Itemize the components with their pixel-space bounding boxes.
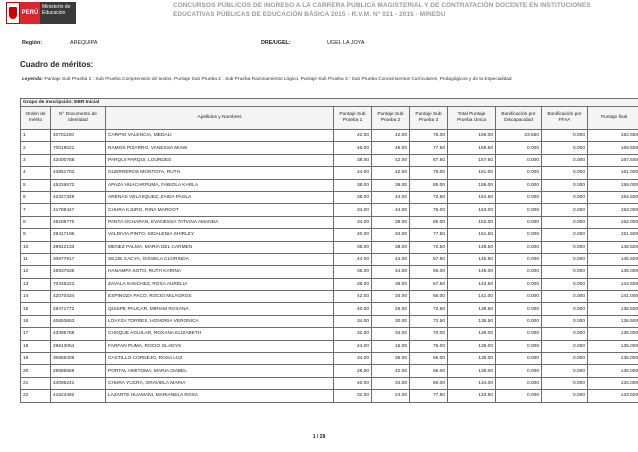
cell-puntaje-final: 138.500 [588,303,638,315]
cell-total: 133.50 [448,390,496,402]
group-label: Grupo de inscripción: EBR Inicial [21,99,638,107]
cell-bonif-ffaa: 0.000 [542,179,588,191]
legend-label: Leyenda: [22,77,44,82]
cell-total: 134.00 [448,377,496,389]
cell-bonif-discapacidad: 0.000 [496,390,542,402]
cell-orden: 15 [21,303,51,315]
cell-total: 138.50 [448,303,496,315]
table-row [21,229,638,241]
minedu-logo [6,2,76,24]
cell-documento: 29613054 [51,340,106,352]
cell-orden: 19 [21,353,51,365]
cell-bonif-discapacidad: 0.000 [496,353,542,365]
cell-documento: 42327349 [51,191,106,203]
cell-total: 159.00 [448,179,496,191]
cell-sub-prueba-3: 77.50 [410,142,448,154]
peru-shield-icon [6,2,20,24]
cell-orden: 14 [21,291,51,303]
cell-sub-prueba-1: 36.00 [334,266,372,278]
cell-total: 152.00 [448,216,496,228]
header-sub-prueba-3: Puntaje Sub Prueba 3 [410,107,448,130]
header-row [21,107,638,130]
cell-bonif-ffaa: 0.000 [542,353,588,365]
cell-bonif-discapacidad: 0.000 [496,229,542,241]
document-title: CONCURSOS PÚBLICOS DE INGRESO A LA CARRERA PÚBLICA MAGISTERIAL Y DE CONTRATACIÓN DOCENTE EN INSTITUCIONES EDUCATIVAS PÚBLICAS DE EDUCACIÓN BÁSICA 2015 - R.V.M. N° 021 - 2015 - MINEDU [173,2,591,18]
cell-bonif-discapacidad: 0.000 [496,241,542,253]
header-bonif-ffaa: Bonificación por FFAA [542,107,588,130]
cell-puntaje-final: 135.000 [588,340,638,352]
cell-documento: 40701100 [51,130,106,142]
header-documento: N° Documento de identidad [51,107,106,130]
cell-total: 135.00 [448,353,496,365]
cell-total: 141.00 [448,291,496,303]
header-puntaje-final: Puntaje final [588,107,638,130]
cell-sub-prueba-1: 38.00 [334,278,372,290]
cell-puntaje-final: 136.000 [588,328,638,340]
cell-bonif-discapacidad: 0.000 [496,303,542,315]
cell-documento: 43395758 [51,328,106,340]
cell-orden: 2 [21,142,51,154]
cell-documento: 42000758 [51,154,106,166]
cell-sub-prueba-3: 80.00 [410,216,448,228]
cell-sub-prueba-3: 70.00 [410,328,448,340]
cell-orden: 16 [21,315,51,327]
cell-puntaje-final: 145.000 [588,266,638,278]
header-orden: Orden de mérito [21,107,51,130]
cell-bonif-ffaa: 0.000 [542,216,588,228]
cell-nombres: CHOQUE AGUILAR, ROXANA ELIZABETH [106,328,334,340]
cell-orden: 10 [21,241,51,253]
cell-puntaje-final: 143.500 [588,278,638,290]
table-row [21,179,638,191]
cell-sub-prueba-2: 16.00 [372,340,410,352]
cell-total: 153.00 [448,204,496,216]
cell-documento: 46937636 [51,266,106,278]
cell-sub-prueba-2: 46.00 [372,142,410,154]
cell-total: 167.50 [448,154,496,166]
cell-sub-prueba-3: 87.50 [410,154,448,166]
table-row [21,377,638,389]
cell-bonif-discapacidad: 0.000 [496,266,542,278]
cell-sub-prueba-1: 34.00 [334,204,372,216]
cell-bonif-discapacidad: 0.000 [496,377,542,389]
cell-documento: 70346222 [51,278,106,290]
cell-sub-prueba-1: 38.00 [334,154,372,166]
cell-orden: 7 [21,204,51,216]
cell-sub-prueba-2: 34.00 [372,229,410,241]
cell-total: 161.00 [448,167,496,179]
table-row [21,303,638,315]
cell-nombres: RAMOS PIZARRO, VANESSA MIAW [106,142,334,154]
cell-bonif-discapacidad: 0.000 [496,204,542,216]
cell-nombres: MENEZ PALMA, MARIA DEL CARMEN [106,241,334,253]
cell-sub-prueba-2: 34.00 [372,328,410,340]
cell-nombres: FARFAN PUMA, ROCIO GLADYS [106,340,334,352]
merit-table [20,98,638,403]
cell-total: 159.00 [448,130,496,142]
cell-sub-prueba-1: 38.00 [334,179,372,191]
cell-puntaje-final: 145.500 [588,253,638,265]
cell-orden: 1 [21,130,51,142]
cell-puntaje-final: 152.000 [588,216,638,228]
cell-bonif-discapacidad: 0.000 [496,142,542,154]
cell-nombres: GUERREROS MONTOYA, RUTH [106,167,334,179]
cell-sub-prueba-1: 28.00 [334,365,372,377]
cell-bonif-ffaa: 0.000 [542,154,588,166]
page-number: 1 / 28 [312,434,326,440]
header-sub-prueba-2: Puntaje Sub Prueba 2 [372,107,410,130]
cell-documento: 41623492 [51,390,106,402]
cell-documento: 43851702 [51,167,106,179]
cell-bonif-discapacidad: 0.000 [496,179,542,191]
cell-documento: 30856409 [51,353,106,365]
cell-puntaje-final: 151.500 [588,229,638,241]
cell-orden: 9 [21,229,51,241]
cell-puntaje-final: 133.500 [588,390,638,402]
cell-total: 135.00 [448,365,496,377]
cell-sub-prueba-2: 42.00 [372,130,410,142]
cell-sub-prueba-3: 77.50 [410,229,448,241]
table-row [21,191,638,203]
cell-nombres: SEJJE CACYA, GISSELA CLORINDA [106,253,334,265]
cell-documento: 70019021 [51,142,106,154]
cell-nombres: CHURA KJURO, RINA MARGOT [106,204,334,216]
logo-ministry-label: Ministerio de Educación [40,2,76,24]
cell-nombres: PANTA OCHARAN, EVANESSA TATIANA AMANDA [106,216,334,228]
table-row [21,241,638,253]
cell-sub-prueba-2: 30.00 [372,315,410,327]
cell-sub-prueba-1: 40.00 [334,377,372,389]
cell-sub-prueba-2: 34.00 [372,377,410,389]
cell-orden: 12 [21,266,51,278]
cell-sub-prueba-2: 44.00 [372,266,410,278]
cell-bonif-ffaa: 0.000 [542,340,588,352]
cell-bonif-ffaa: 0.000 [542,266,588,278]
cell-sub-prueba-3: 57.50 [410,253,448,265]
cell-puntaje-final: 169.500 [588,142,638,154]
cell-documento: 30677817 [51,253,106,265]
cell-sub-prueba-1: 44.00 [334,253,372,265]
cell-total: 145.50 [448,253,496,265]
group-row [21,99,638,107]
table-row [21,365,638,377]
cell-orden: 5 [21,179,51,191]
cell-sub-prueba-2: 34.00 [372,291,410,303]
cell-nombres: CASTILLO CORNEJO, ROSA LUZ [106,353,334,365]
cell-total: 151.50 [448,229,496,241]
cell-sub-prueba-3: 67.50 [410,278,448,290]
table-row [21,142,638,154]
cell-sub-prueba-1: 46.00 [334,142,372,154]
cell-total: 136.50 [448,315,496,327]
cell-sub-prueba-1: 32.00 [334,328,372,340]
cell-bonif-ffaa: 0.000 [542,291,588,303]
cell-total: 136.00 [448,328,496,340]
cell-sub-prueba-2: 44.00 [372,253,410,265]
cell-bonif-discapacidad: 0.000 [496,328,542,340]
cell-bonif-ffaa: 0.000 [542,365,588,377]
cell-sub-prueba-1: 32.00 [334,390,372,402]
cell-documento: 44095241 [51,377,106,389]
cell-puntaje-final: 167.500 [588,154,638,166]
cell-bonif-discapacidad: 0.000 [496,216,542,228]
cell-orden: 4 [21,167,51,179]
cell-documento: 29471772 [51,303,106,315]
table-row [21,216,638,228]
cell-sub-prueba-1: 34.00 [334,315,372,327]
cell-documento: 41785447 [51,204,106,216]
cell-puntaje-final: 148.500 [588,241,638,253]
cell-nombres: LAZARTE HUAMANI, MARIANELA ROSA [106,390,334,402]
cell-sub-prueba-3: 60.00 [410,377,448,389]
cell-documento: 46206770 [51,216,106,228]
cell-sub-prueba-2: 42.00 [372,365,410,377]
section-title: Cuadro de méritos: [20,60,94,69]
header-total: Total Puntaje Prueba Única [448,107,496,130]
dre-value: UGEL LA JOYA [327,40,365,46]
cell-sub-prueba-1: 42.00 [334,130,372,142]
cell-total: 135.00 [448,340,496,352]
table-row [21,315,638,327]
cell-documento: 42070434 [51,291,106,303]
cell-sub-prueba-2: 44.00 [372,204,410,216]
cell-nombres: PORTAL AIMITOMA, MARIA ISABEL [106,365,334,377]
cell-bonif-discapacidad: 0.000 [496,167,542,179]
cell-bonif-discapacidad: 0.000 [496,365,542,377]
cell-documento: 45226572 [51,179,106,191]
cell-nombres: QUISPE PAUCAR, MIRIAM ROXANA [106,303,334,315]
cell-total: 148.50 [448,241,496,253]
cell-orden: 3 [21,154,51,166]
cell-sub-prueba-1: 38.00 [334,241,372,253]
cell-total: 145.00 [448,266,496,278]
table-row [21,353,638,365]
cell-sub-prueba-3: 65.00 [410,353,448,365]
table-row [21,390,638,402]
cell-bonif-discapacidad: 0.000 [496,315,542,327]
cell-sub-prueba-3: 72.50 [410,315,448,327]
cell-orden: 13 [21,278,51,290]
dre-label: DRE/UGEL: [261,40,291,46]
region-value: AREQUIPA [70,40,98,46]
cell-sub-prueba-2: 26.00 [372,303,410,315]
cell-puntaje-final: 182.650 [588,130,638,142]
cell-sub-prueba-3: 85.00 [410,179,448,191]
cell-nombres: LOAYZA TORRES, HONORIA VERONICA [106,315,334,327]
cell-bonif-ffaa: 0.000 [542,377,588,389]
cell-sub-prueba-3: 72.50 [410,303,448,315]
cell-sub-prueba-1: 44.00 [334,340,372,352]
cell-bonif-ffaa: 0.000 [542,130,588,142]
cell-total: 143.50 [448,278,496,290]
cell-sub-prueba-1: 34.00 [334,216,372,228]
cell-sub-prueba-1: 38.00 [334,191,372,203]
header-sub-prueba-1: Puntaje Sub Prueba 1 [334,107,372,130]
cell-documento: 29417196 [51,229,106,241]
table-row [21,130,638,142]
cell-bonif-ffaa: 0.000 [542,167,588,179]
cell-puntaje-final: 135.000 [588,353,638,365]
cell-bonif-discapacidad: 0.000 [496,278,542,290]
cell-sub-prueba-3: 75.00 [410,340,448,352]
cell-sub-prueba-2: 44.00 [372,191,410,203]
info-row [0,40,638,50]
cell-sub-prueba-3: 65.00 [410,365,448,377]
table-row [21,204,638,216]
cell-nombres: ARENAS VELASQUEZ, ZAIDA PAOLA [106,191,334,203]
header-nombres: Apellidos y Nombres [106,107,334,130]
cell-sub-prueba-3: 72.50 [410,241,448,253]
cell-puntaje-final: 141.000 [588,291,638,303]
table-row [21,278,638,290]
cell-nombres: VALDIVIA PINTO, SIDALENIA SHIRLEY [106,229,334,241]
cell-sub-prueba-1: 40.00 [334,229,372,241]
cell-orden: 22 [21,390,51,402]
cell-puntaje-final: 135.000 [588,365,638,377]
cell-bonif-discapacidad: 0.000 [496,191,542,203]
table-row [21,154,638,166]
cell-sub-prueba-1: 34.00 [334,353,372,365]
cell-total: 154.50 [448,191,496,203]
cell-bonif-discapacidad: 23.650 [496,130,542,142]
logo-peru-label: PERÚ [20,2,40,24]
cell-orden: 20 [21,365,51,377]
cell-orden: 17 [21,328,51,340]
table-row [21,266,638,278]
cell-orden: 11 [21,253,51,265]
cell-bonif-ffaa: 0.000 [542,142,588,154]
cell-documento: 29612133 [51,241,106,253]
legend-text: Puntaje Sub Prueba 1 : Sub Prueba Comprensión de textos, Puntaje Sub Prueba 2 : Sub Prueba Razonamiento Lógico, Puntaje Sub Prueba 3 : Sub Prueba Conocimientos Curriculares, Pedagógicos y de la Especialidad [44,77,512,82]
cell-bonif-ffaa: 0.000 [542,315,588,327]
cell-sub-prueba-1: 42.00 [334,291,372,303]
cell-sub-prueba-2: 24.00 [372,390,410,402]
cell-nombres: CARPIO VALENCIA, MEDALI [106,130,334,142]
cell-sub-prueba-2: 42.00 [372,167,410,179]
cell-nombres: PARQUI PARQUI, LOURDES [106,154,334,166]
cell-orden: 18 [21,340,51,352]
table-row [21,253,638,265]
header-bonif-discapacidad: Bonificación por Discapacidad [496,107,542,130]
cell-bonif-discapacidad: 0.000 [496,253,542,265]
cell-sub-prueba-3: 65.00 [410,266,448,278]
cell-puntaje-final: 161.000 [588,167,638,179]
cell-bonif-discapacidad: 0.000 [496,340,542,352]
cell-bonif-ffaa: 0.000 [542,390,588,402]
cell-bonif-ffaa: 0.000 [542,278,588,290]
table-row [21,340,638,352]
cell-sub-prueba-2: 38.00 [372,278,410,290]
cell-bonif-ffaa: 0.000 [542,241,588,253]
document-header [0,0,638,28]
cell-puntaje-final: 159.000 [588,179,638,191]
cell-sub-prueba-2: 38.00 [372,216,410,228]
cell-nombres: CHURA YUCRA, GRAVIELA MARIA [106,377,334,389]
cell-sub-prueba-3: 75.00 [410,167,448,179]
cell-nombres: APAZA HUACARPUMA, FABIOLA KARLA [106,179,334,191]
cell-puntaje-final: 136.500 [588,315,638,327]
cell-documento: 40653653 [51,315,106,327]
cell-puntaje-final: 153.000 [588,204,638,216]
cell-puntaje-final: 134.000 [588,377,638,389]
cell-nombres: ESPINOZA PACO, ROCIO MILAGROS [106,291,334,303]
legend [22,77,512,82]
cell-nombres: HANAMPA SOTO, RUTH KARINA [106,266,334,278]
cell-puntaje-final: 154.500 [588,191,638,203]
cell-sub-prueba-1: 40.00 [334,303,372,315]
cell-bonif-discapacidad: 0.000 [496,291,542,303]
cell-bonif-ffaa: 0.000 [542,328,588,340]
table-row [21,291,638,303]
cell-nombres: ZAVALA SANCHEZ, ROSA AURELIA [106,278,334,290]
cell-sub-prueba-2: 36.00 [372,353,410,365]
cell-orden: 21 [21,377,51,389]
region-label: Región: [22,40,43,46]
cell-sub-prueba-1: 44.00 [334,167,372,179]
cell-sub-prueba-2: 36.00 [372,179,410,191]
cell-bonif-ffaa: 0.000 [542,253,588,265]
cell-documento: 29686669 [51,365,106,377]
cell-sub-prueba-3: 65.00 [410,291,448,303]
cell-orden: 6 [21,191,51,203]
cell-sub-prueba-3: 75.00 [410,204,448,216]
cell-sub-prueba-2: 38.00 [372,241,410,253]
cell-sub-prueba-3: 77.50 [410,390,448,402]
table-row [21,167,638,179]
cell-sub-prueba-3: 75.00 [410,130,448,142]
cell-bonif-ffaa: 0.000 [542,303,588,315]
cell-sub-prueba-3: 72.50 [410,191,448,203]
cell-bonif-ffaa: 0.000 [542,204,588,216]
cell-bonif-ffaa: 0.000 [542,229,588,241]
cell-orden: 8 [21,216,51,228]
cell-bonif-discapacidad: 0.000 [496,154,542,166]
cell-bonif-ffaa: 0.000 [542,191,588,203]
cell-total: 169.50 [448,142,496,154]
table-row [21,328,638,340]
cell-sub-prueba-2: 42.00 [372,154,410,166]
